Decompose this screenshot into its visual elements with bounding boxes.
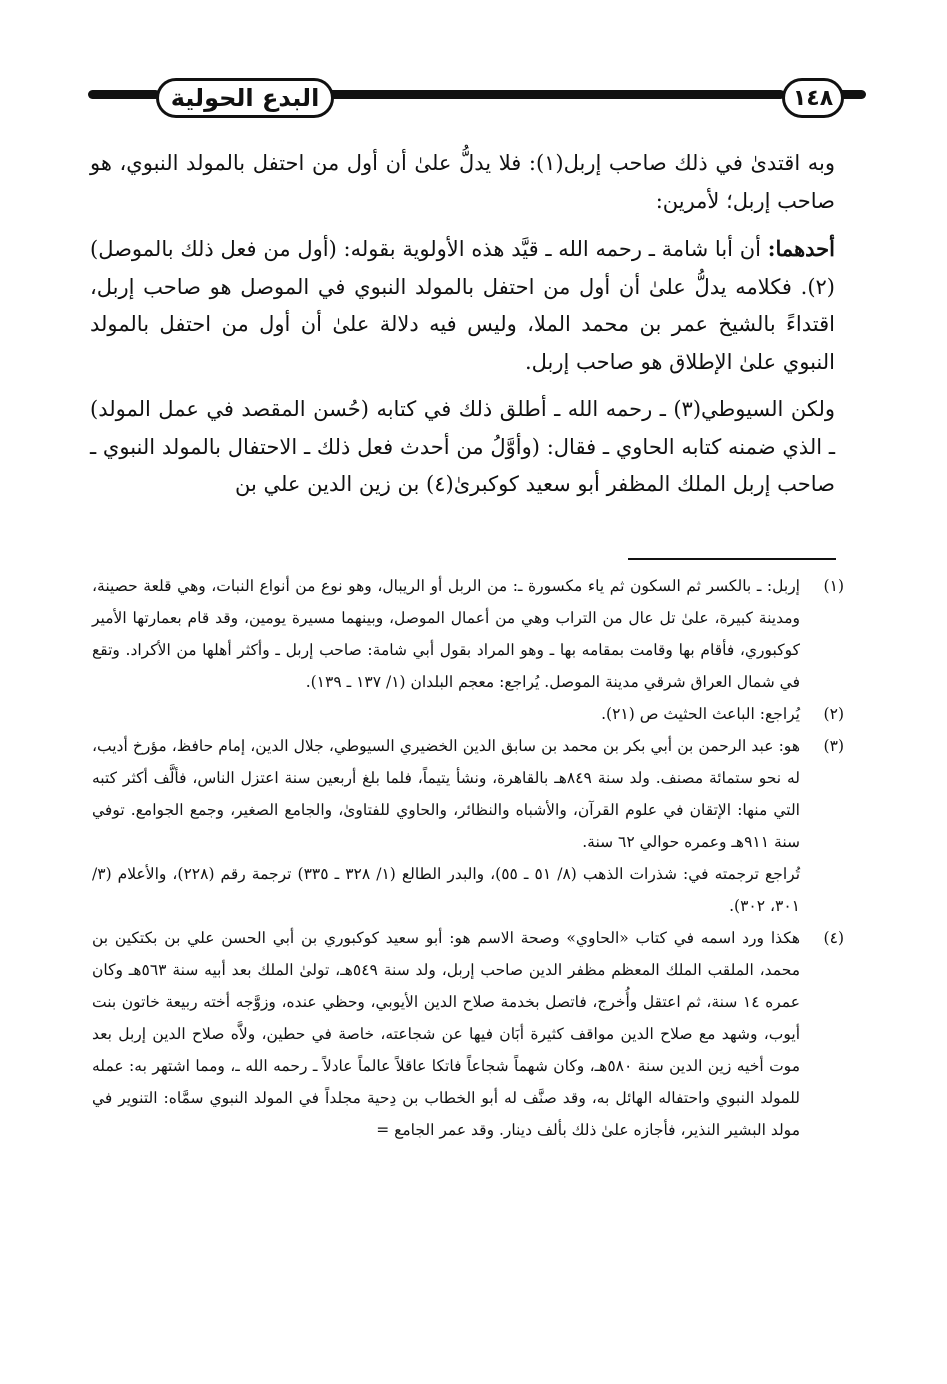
footnote-paragraph: هو: عبد الرحمن بن أبي بكر بن محمد بن سابق الدين الخضيري السيوطي، جلال الدين، إمام حافظ، مؤرخ أديب، له نحو ستمائة مصنف. ولد سنة ٨٤٩هـ بالقاهرة، ونشأ يتيماً، فلما بلغ أربعين سنة اعتزل الناس، فألَّف أكثر كتبه التي منها: الإتقان في علوم القرآن، والأشباه والنظائر، والحاوي للفتاوىٰ، والجامع الصغير، وجمع الجوامع. توفي سنة ٩١١هـ وعمره حوالي ٦٢ سنة. (92, 737, 800, 851)
paragraph-3: ولكن السيوطي(٣) ـ رحمه الله ـ أطلق ذلك في كتابه (حُسن المقصد في عمل المولد) ـ الذي ضمنه كتابه الحاوي ـ فقال: (وأوَّلُ من أحدث فعل ذلك ـ الاحتفال بالمولد النبوي ـ صاحب إربل الملك المظفر أبو سعيد كوكبرىٰ(٤) بن زين الدين علي بن (90, 397, 835, 496)
footnote-2 (92, 698, 844, 730)
paragraph-1: وبه اقتدىٰ في ذلك صاحب إربل(١): فلا يدلُّ علىٰ أن أول من احتفل بالمولد النبوي، هو صاحب إربل؛ لأمرين: (90, 151, 835, 213)
page-header (88, 70, 866, 120)
main-text (90, 145, 835, 514)
footnote-number: (٢) (823, 705, 844, 723)
header-rule-left (88, 90, 160, 99)
paragraph-2-lead: أحدهما: (767, 236, 835, 261)
footnote-4 (92, 922, 844, 1146)
footnote-paragraph: هكذا ورد اسمه في كتاب «الحاوي» وصحة الاسم هو: أبو سعيد كوكبوري بن أبي الحسن علي بن بكتكين بن محمد، الملقب الملك المعظم مظفر الدين صاحب إربل، ولد سنة ٥٤٩هـ، تولىٰ الملك بعد أبيه سنة ٥٦٣هـ وكان عمره ١٤ سنة، ثم اعتقل وأُخرج، فاتصل بخدمة صلاح الدين الأيوبي، وحظي عنده، وزوَّجه أخته ربيعة خاتون بنت أيوب، وشهد مع صلاح الدين مواقف كثيرة أبَان فيها عن شجاعته، خاصة في حطين، ولاَّه صلاح الدين إربل بعد موت أخيه زين الدين سنة ٥٨٠هـ، وكان شهماً شجاعاً فاتكا عاقلاً عالماً عادلاً ـ رحمه الله ـ، ومما اشتهر به: عمله للمولد النبوي واحتفاله الهائل به، وقد صنَّف له أبو الخطاب بن دِحية مجلداً في المولد النبوي سمَّاه: التنوير في مولد البشير النذير، فأجازه علىٰ ذلك بألف دينار. وقد عمر الجامع = (92, 929, 801, 1139)
footnotes (92, 570, 844, 1146)
footnote-number: (٣) (823, 737, 844, 755)
footnote-number: (٤) (823, 929, 844, 947)
footnote-1 (92, 570, 844, 698)
footnote-text (92, 922, 800, 1146)
footnote-text (92, 730, 800, 922)
footnote-paragraph: إربل: ـ بالكسر ثم السكون ثم ياء مكسورة ـ: من الربل أو الريبال، وهو نوع من أنواع النبات، وهي قلعة حصينة، ومدينة كبيرة، علىٰ تل عال من التراب وهي من أعمال الموصل، وبينهما مسيرة يومين، وقد قام بعمارتها الأمير كوكبوري، فأقام بها وقامت بمقامه بها ـ وهو المراد بقول أبي شامة: صاحب إربل ـ وأكثر أهلها من الأكراد. وتقع في شمال العراق شرقي مدينة الموصل. يُراجع: معجم البلدان (١/ ١٣٧ ـ ١٣٩). (92, 577, 800, 691)
footnote-separator (628, 558, 836, 560)
footnote-text (92, 570, 800, 698)
header-rule-middle (323, 90, 785, 99)
footnote-text (92, 698, 800, 730)
footnote-3 (92, 730, 844, 922)
paragraph-2-text: أن أبا شامة ـ رحمه الله ـ قيَّد هذه الأولوية بقوله: (أول من فعل ذلك بالموصل)(٢). فكلامه يدلُّ علىٰ أن أول من احتفل بالمولد النبوي في الموصل هو صاحب إربل، اقتداءً بالشيخ عمر بن محمد الملا، وليس فيه دلالة علىٰ أن أول من احتفل بالمولد النبوي علىٰ الإطلاق هو صاحب إربل. (90, 237, 835, 374)
paragraph-2 (90, 230, 835, 381)
book-title: البدع الحولية (156, 78, 334, 118)
footnote-paragraph: يُراجع: الباعث الحثيث ص (٢١). (601, 705, 800, 723)
footnote-paragraph: تُراجع ترجمته في: شذرات الذهب (٨/ ٥١ ـ ٥٥)، والبدر الطالع (١/ ٣٢٨ ـ ٣٣٥) ترجمة رقم (٢٢٨)، والأعلام (٣/ ٣٠١، ٣٠٢). (92, 865, 801, 915)
footnote-number: (١) (823, 577, 844, 595)
page-number: ١٤٨ (782, 78, 844, 118)
